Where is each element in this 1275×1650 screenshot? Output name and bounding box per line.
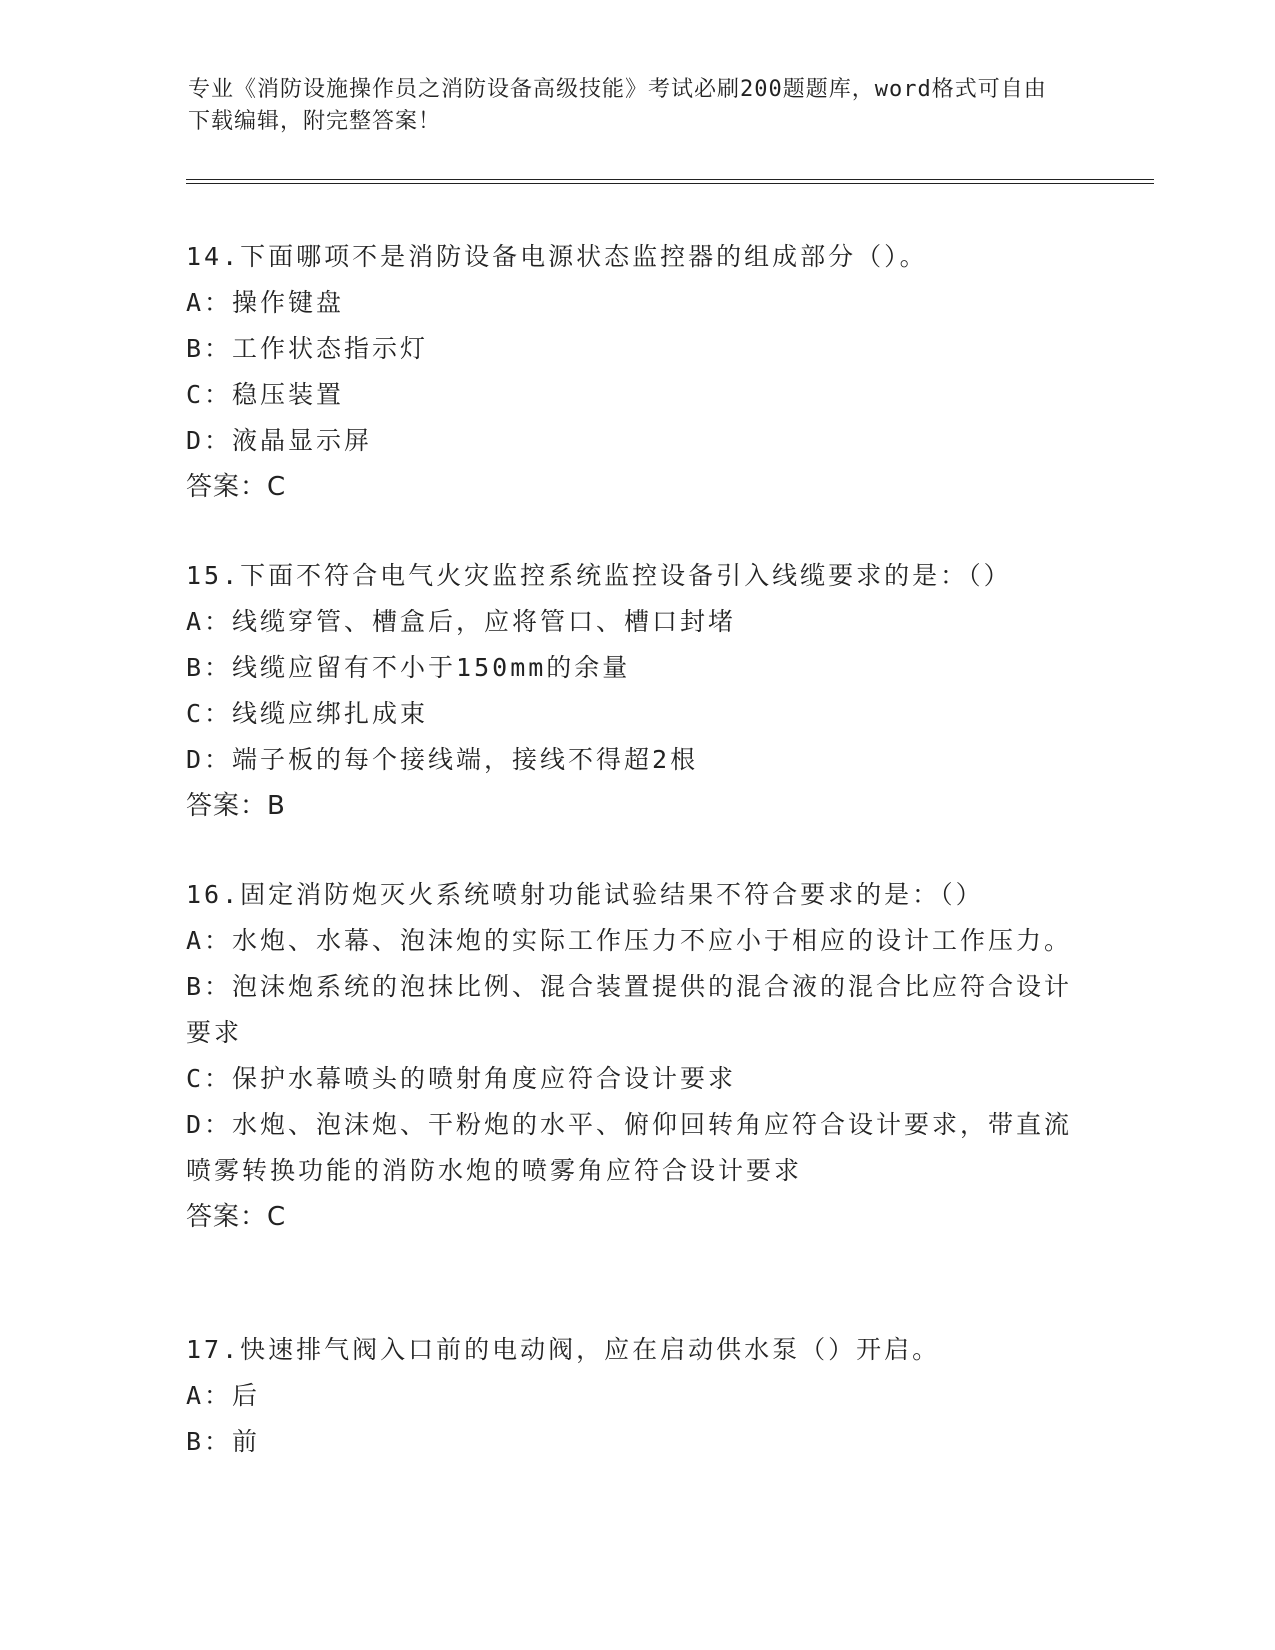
option-b: B：工作状态指示灯 bbox=[186, 334, 429, 363]
question-15 bbox=[186, 553, 1086, 829]
option-d: D：端子板的每个接线端，接线不得超2根 bbox=[186, 745, 699, 774]
option-b: B：前 bbox=[186, 1427, 261, 1456]
question-stem: 15.下面不符合电气火灾监控系统监控设备引入线缆要求的是：（） bbox=[186, 561, 1012, 590]
option-a: A：操作键盘 bbox=[186, 288, 345, 317]
option-c: C：保护水幕喷头的喷射角度应符合设计要求 bbox=[186, 1064, 737, 1093]
option-a: A：线缆穿管、槽盒后，应将管口、槽口封堵 bbox=[186, 607, 737, 636]
option-d: D：水炮、泡沫炮、干粉炮的水平、俯仰回转角应符合设计要求，带直流喷雾转换功能的消防水炮的喷雾角应符合设计要求 bbox=[186, 1110, 1073, 1185]
question-17 bbox=[186, 1327, 1086, 1465]
option-b: B：线缆应留有不小于150mm的余量 bbox=[186, 653, 631, 682]
option-a: A：水炮、水幕、泡沫炮的实际工作压力不应小于相应的设计工作压力。 bbox=[186, 926, 1073, 955]
question-stem: 16.固定消防炮灭火系统喷射功能试验结果不符合要求的是：（） bbox=[186, 880, 984, 909]
question-14 bbox=[186, 234, 1086, 510]
option-a: A：后 bbox=[186, 1381, 261, 1410]
question-stem: 14.下面哪项不是消防设备电源状态监控器的组成部分（）。 bbox=[186, 242, 928, 271]
answer: 答案：C bbox=[186, 472, 287, 502]
option-d: D：液晶显示屏 bbox=[186, 426, 373, 455]
option-c: C：线缆应绑扎成束 bbox=[186, 699, 429, 728]
answer: 答案：B bbox=[186, 791, 286, 821]
question-16 bbox=[186, 872, 1086, 1240]
header-divider-top bbox=[186, 179, 1154, 180]
answer: 答案：C bbox=[186, 1202, 287, 1232]
option-b: B：泡沫炮系统的泡抹比例、混合装置提供的混合液的混合比应符合设计要求 bbox=[186, 972, 1073, 1047]
question-stem: 17.快速排气阀入口前的电动阀，应在启动供水泵（）开启。 bbox=[186, 1335, 941, 1364]
header-divider-bottom bbox=[186, 183, 1154, 184]
option-c: C：稳压装置 bbox=[186, 380, 345, 409]
document-header: 专业《消防设施操作员之消防设备高级技能》考试必刷200题题库，word格式可自由下载编辑，附完整答案！ bbox=[188, 77, 1047, 134]
